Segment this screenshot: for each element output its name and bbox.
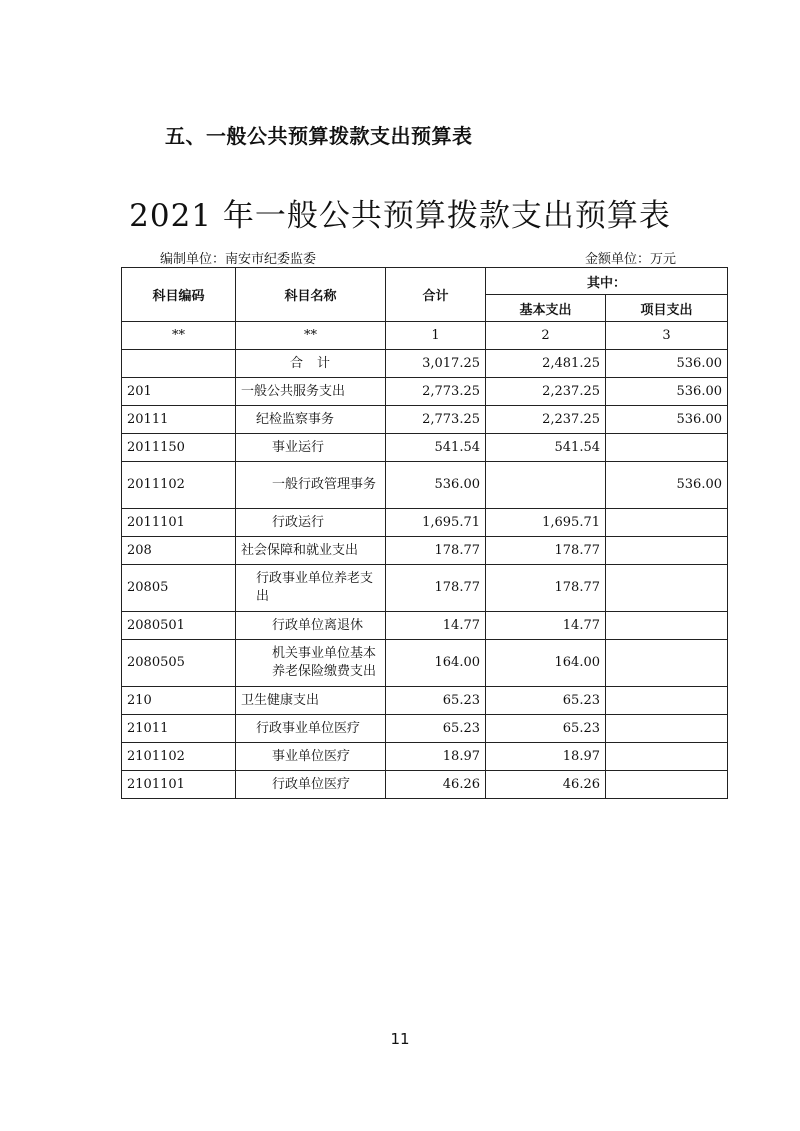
row-total: 14.77 — [386, 612, 486, 640]
header-total: 合计 — [386, 268, 486, 322]
row-project: 536.00 — [606, 462, 728, 509]
header-code: 科目编码 — [122, 268, 236, 322]
table-row — [122, 537, 728, 565]
table-row — [122, 687, 728, 715]
index-cell: 1 — [386, 322, 486, 350]
row-basic: 541.54 — [486, 434, 606, 462]
row-total: 164.00 — [386, 640, 486, 687]
row-project — [606, 715, 728, 743]
table-header-row — [122, 268, 728, 295]
row-project — [606, 537, 728, 565]
row-project: 536.00 — [606, 350, 728, 378]
header-basic: 基本支出 — [486, 295, 606, 322]
row-name: 事业运行 — [236, 434, 386, 462]
row-basic: 178.77 — [486, 565, 606, 612]
row-code — [122, 350, 236, 378]
row-project — [606, 640, 728, 687]
row-total: 65.23 — [386, 687, 486, 715]
row-basic: 65.23 — [486, 687, 606, 715]
row-code: 2011150 — [122, 434, 236, 462]
row-project: 536.00 — [606, 406, 728, 434]
document-title: 2021 年一般公共预算拨款支出预算表 — [129, 198, 671, 234]
table-row — [122, 406, 728, 434]
row-project — [606, 612, 728, 640]
table-row — [122, 378, 728, 406]
index-cell: ** — [122, 322, 236, 350]
table-body — [122, 350, 728, 799]
row-basic: 164.00 — [486, 640, 606, 687]
row-name: 一般公共服务支出 — [236, 378, 386, 406]
table-row — [122, 771, 728, 799]
row-total: 2,773.25 — [386, 378, 486, 406]
row-name: 卫生健康支出 — [236, 687, 386, 715]
budget-table — [121, 267, 728, 799]
table-row — [122, 462, 728, 509]
row-name: 机关事业单位基本养老保险缴费支出 — [236, 640, 386, 687]
row-code: 2101102 — [122, 743, 236, 771]
row-name: 纪检监察事务 — [236, 406, 386, 434]
row-basic: 2,481.25 — [486, 350, 606, 378]
row-project: 536.00 — [606, 378, 728, 406]
header-name: 科目名称 — [236, 268, 386, 322]
row-code: 20111 — [122, 406, 236, 434]
row-basic: 2,237.25 — [486, 406, 606, 434]
row-basic — [486, 462, 606, 509]
row-code: 2080505 — [122, 640, 236, 687]
row-project — [606, 509, 728, 537]
row-basic: 65.23 — [486, 715, 606, 743]
header-group: 其中： — [486, 268, 728, 295]
row-basic: 18.97 — [486, 743, 606, 771]
row-name: 社会保障和就业支出 — [236, 537, 386, 565]
row-name: 行政事业单位养老支出 — [236, 565, 386, 612]
index-cell: 2 — [486, 322, 606, 350]
table-row — [122, 434, 728, 462]
row-name: 合计 — [236, 350, 386, 378]
row-code: 21011 — [122, 715, 236, 743]
compiling-unit: 编制单位：南安市纪委监委 — [160, 252, 317, 267]
row-name: 行政单位医疗 — [236, 771, 386, 799]
table-row — [122, 743, 728, 771]
row-code: 210 — [122, 687, 236, 715]
row-code: 201 — [122, 378, 236, 406]
section-heading: 五、一般公共预算拨款支出预算表 — [165, 124, 473, 148]
row-code: 2011101 — [122, 509, 236, 537]
row-total: 178.77 — [386, 537, 486, 565]
row-total: 178.77 — [386, 565, 486, 612]
row-total: 536.00 — [386, 462, 486, 509]
row-total: 3,017.25 — [386, 350, 486, 378]
amount-unit: 金额单位：万元 — [585, 252, 677, 267]
row-code: 2080501 — [122, 612, 236, 640]
row-total: 1,695.71 — [386, 509, 486, 537]
table-row — [122, 350, 728, 378]
index-cell: ** — [236, 322, 386, 350]
row-project — [606, 687, 728, 715]
row-basic: 1,695.71 — [486, 509, 606, 537]
table-index-row — [122, 322, 728, 350]
row-basic: 14.77 — [486, 612, 606, 640]
table-row — [122, 612, 728, 640]
table-row — [122, 565, 728, 612]
row-basic: 2,237.25 — [486, 378, 606, 406]
row-name: 事业单位医疗 — [236, 743, 386, 771]
row-basic: 178.77 — [486, 537, 606, 565]
row-code: 208 — [122, 537, 236, 565]
row-name: 行政运行 — [236, 509, 386, 537]
row-project — [606, 743, 728, 771]
row-code: 20805 — [122, 565, 236, 612]
row-total: 18.97 — [386, 743, 486, 771]
table-row — [122, 509, 728, 537]
row-name: 行政事业单位医疗 — [236, 715, 386, 743]
page-number: 11 — [390, 1030, 410, 1048]
row-code: 2011102 — [122, 462, 236, 509]
row-basic: 46.26 — [486, 771, 606, 799]
row-total: 46.26 — [386, 771, 486, 799]
row-code: 2101101 — [122, 771, 236, 799]
table-row — [122, 715, 728, 743]
index-cell: 3 — [606, 322, 728, 350]
table-row — [122, 640, 728, 687]
row-total: 65.23 — [386, 715, 486, 743]
header-project: 项目支出 — [606, 295, 728, 322]
row-project — [606, 565, 728, 612]
row-total: 541.54 — [386, 434, 486, 462]
row-total: 2,773.25 — [386, 406, 486, 434]
row-project — [606, 434, 728, 462]
row-name: 一般行政管理事务 — [236, 462, 386, 509]
row-project — [606, 771, 728, 799]
row-name: 行政单位离退休 — [236, 612, 386, 640]
